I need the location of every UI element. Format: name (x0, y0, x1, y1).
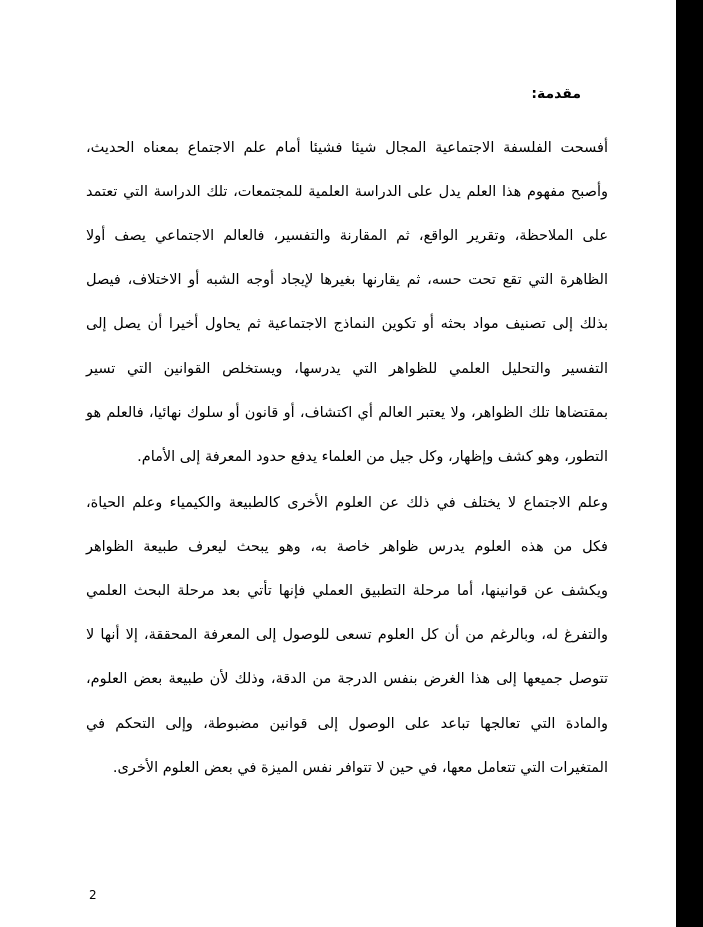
paragraph-line: والمادة التي تعالجها تباعد على الوصول إلى قوانين مضبوطة، وإلى التحكم في (86, 715, 608, 732)
paragraph-line: بمقتضاها تلك الظواهر، ولا يعتبر العالم أي اكتشاف، أو قانون أو سلوك نهائيا، فالعلم هو (86, 404, 608, 421)
paragraph-line: وأصبح مفهوم هذا العلم يدل على الدراسة العلمية للمجتمعات، تلك الدراسة التي تعتمد (86, 184, 608, 201)
paragraph-line: ويكشف عن قوانينها، أما مرحلة التطبيق العملي فإنها تأتي بعد مرحلة البحث العلمي (86, 583, 608, 600)
paragraph-line: والتفرغ له، وبالرغم من أن كل العلوم تسعى للوصول إلى المعرفة المحققة، إلا أنها لا (86, 627, 608, 644)
paragraph-line: وعلم الاجتماع لا يختلف في ذلك عن العلوم الأخرى كالطبيعة والكيمياء وعلم الحياة، (86, 495, 608, 511)
paragraph-line: على الملاحظة، وتقرير الواقع، ثم المقارنة والتفسير، فالعالم الاجتماعي يصف أولا (86, 228, 608, 245)
paragraph-line: التطور، وهو كشف وإظهار، وكل جيل من العلماء يدفع حدود المعرفة إلى الأمام. (137, 448, 608, 465)
paragraph-line: المتغيرات التي تتعامل معها، في حين لا تتوافر نفس الميزة في بعض العلوم الأخرى. (112, 759, 608, 776)
page-number: 2 (89, 888, 97, 902)
window-edge (676, 0, 703, 927)
paragraph-line: بذلك إلى تصنيف مواد بحثه أو تكوين النماذج الاجتماعية ثم يحاول أخيرا أن يصل إلى (86, 316, 608, 333)
section-heading: مقدمة: (531, 86, 581, 102)
paragraph-line: فكل من هذه العلوم يدرس ظواهر خاصة به، وهو يبحث ليعرف طبيعة الظواهر (86, 539, 608, 556)
paragraph-line: الظاهرة التي تقع تحت حسه، ثم يقارنها بغيرها لإيجاد أوجه الشبه أو الاختلاف، فيصل (86, 272, 608, 289)
paragraph-line: أفسحت الفلسفة الاجتماعية المجال شيئا فشيئا أمام علم الاجتماع بمعناه الحديث، (86, 140, 608, 156)
paragraph-line: التفسير والتحليل العلمي للظواهر التي يدرسها، ويستخلص القوانين التي تسير (86, 360, 608, 377)
paragraph-line: تتوصل جميعها إلى هذا الغرض بنفس الدرجة من الدقة، وذلك لأن طبيعة بعض العلوم، (86, 671, 608, 688)
